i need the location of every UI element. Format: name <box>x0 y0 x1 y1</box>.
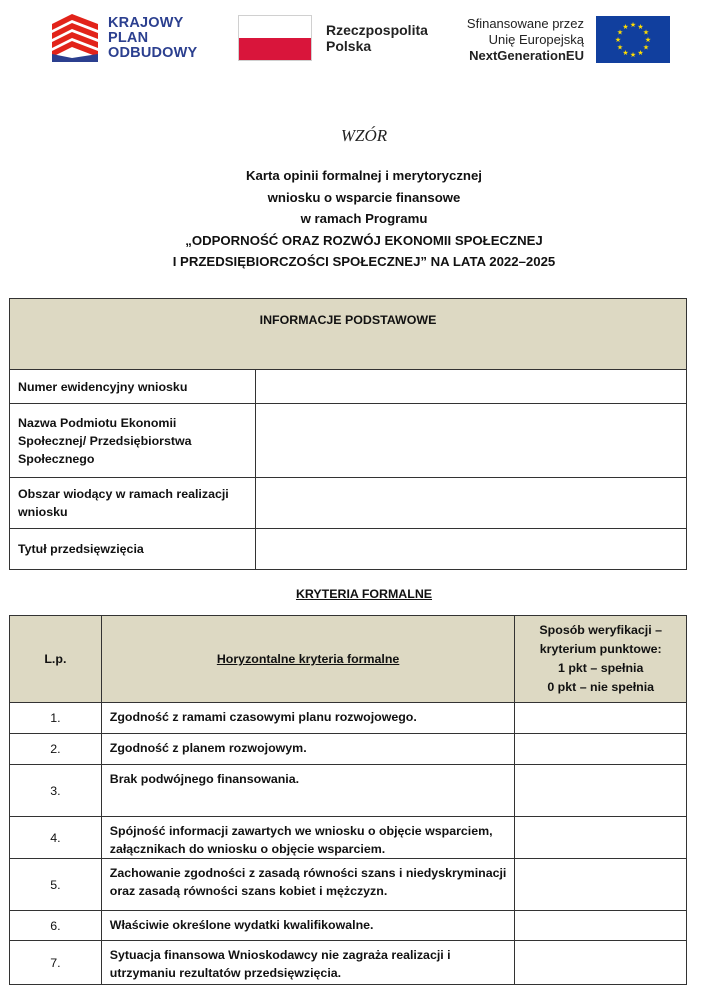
eu-star-icon: ★ <box>629 51 637 59</box>
eu-star-icon: ★ <box>644 36 652 44</box>
kpo-logo-text <box>108 16 197 61</box>
kpo-line-2: PLAN <box>108 29 149 46</box>
row-score[interactable] <box>515 859 687 911</box>
rp-logo <box>238 15 428 61</box>
eu-line-3: NextGenerationEU <box>469 48 584 63</box>
eu-star-icon: ★ <box>642 28 650 37</box>
row-criterion: Zgodność z planem rozwojowym. <box>101 734 515 765</box>
table-row <box>10 859 687 911</box>
eu-star-icon: ★ <box>629 21 637 29</box>
rp-logo-text <box>326 22 428 54</box>
kpo-line-3: ODBUDOWY <box>108 44 198 61</box>
basic-info-table <box>9 298 687 570</box>
table-row <box>10 765 687 817</box>
info-value-leading-area[interactable] <box>255 478 686 529</box>
template-label: WZÓR <box>340 126 388 145</box>
title-line-3: w ramach Programu <box>300 211 428 226</box>
info-label-application-number: Numer ewidencyjny wniosku <box>10 370 256 404</box>
col-header-method <box>515 616 687 703</box>
col-header-criteria: Horyzontalne kryteria formalne <box>101 616 515 703</box>
row-score[interactable] <box>515 703 687 734</box>
formal-criteria-title: KRYTERIA FORMALNE <box>295 587 433 601</box>
kpo-flag-icon <box>52 14 98 62</box>
table-row <box>10 734 687 765</box>
eu-line-2: Unię Europejską <box>488 32 584 47</box>
eu-star-icon: ★ <box>637 48 644 57</box>
row-criterion: Spójność informacji zawartych we wniosku o objęcie wsparciem, załącznikach do wniosku o objęcie wsparciem. <box>101 817 515 859</box>
title-line-4: „ODPORNOŚĆ ORAZ ROZWÓJ EKONOMII SPOŁECZNEJ <box>185 232 543 248</box>
info-label-entity-name: Nazwa Podmiotu Ekonomii Społecznej/ Przedsiębiorstwa Społecznego <box>10 404 256 478</box>
table-row <box>10 817 687 859</box>
col-header-lp: L.p. <box>10 616 102 703</box>
formal-criteria-table <box>9 615 687 985</box>
row-criterion: Zgodność z ramami czasowymi planu rozwojowego. <box>101 703 515 734</box>
info-label-project-title: Tytuł przedsięwzięcia <box>10 529 256 570</box>
eu-star-icon: ★ <box>642 43 650 52</box>
title-line-5: I PRZEDSIĘBIORCZOŚCI SPOŁECZNEJ” NA LATA 2022–2025 <box>172 254 556 269</box>
row-lp: 7. <box>10 941 102 985</box>
kpo-line-1: KRAJOWY <box>108 14 184 31</box>
method-line-4: 0 pkt – nie spełnia <box>547 680 655 694</box>
info-value-project-title[interactable] <box>255 529 686 570</box>
table-row <box>10 941 687 985</box>
info-value-entity-name[interactable] <box>255 404 686 478</box>
row-lp: 6. <box>10 911 102 941</box>
row-criterion: Brak podwójnego finansowania. <box>101 765 515 817</box>
method-line-3: 1 pkt – spełnia <box>558 661 644 675</box>
row-lp: 1. <box>10 703 102 734</box>
info-value-application-number[interactable] <box>255 370 686 404</box>
row-score[interactable] <box>515 765 687 817</box>
table-row <box>10 911 687 941</box>
rp-line-2: Polska <box>326 38 372 54</box>
row-lp: 2. <box>10 734 102 765</box>
info-label-leading-area: Obszar wiodący w ramach realizacji wniosku <box>10 478 256 529</box>
document-title <box>0 165 728 273</box>
basic-info-header: INFORMACJE PODSTAWOWE <box>10 299 687 370</box>
row-lp: 5. <box>10 859 102 911</box>
table-row <box>10 703 687 734</box>
eu-funding-text <box>456 16 584 64</box>
row-score[interactable] <box>515 911 687 941</box>
row-criterion: Sytuacja finansowa Wnioskodawcy nie zagraża realizacji i utrzymaniu rezultatów przedsięwzięcia. <box>101 941 515 985</box>
method-line-2: kryterium punktowe: <box>539 642 662 656</box>
eu-star-icon: ★ <box>622 48 629 57</box>
rp-line-1: Rzeczpospolita <box>326 22 428 38</box>
eu-flag-icon <box>596 16 670 63</box>
kpo-logo <box>52 14 197 62</box>
eu-line-1: Sfinansowane przez <box>466 16 584 31</box>
row-criterion: Zachowanie zgodności z zasadą równości szans i niedyskryminacji oraz zasadą równości szans kobiet i mężczyzn. <box>101 859 515 911</box>
eu-star-icon: ★ <box>637 23 644 32</box>
title-line-1: Karta opinii formalnej i merytorycznej <box>246 168 482 183</box>
row-lp: 3. <box>10 765 102 817</box>
eu-star-icon: ★ <box>616 28 624 37</box>
title-line-2: wniosku o wsparcie finansowe <box>267 189 461 205</box>
eu-star-icon: ★ <box>622 23 629 32</box>
row-score[interactable] <box>515 734 687 765</box>
logo-bar <box>0 0 728 72</box>
row-criterion: Właściwie określone wydatki kwalifikowalne. <box>101 911 515 941</box>
row-score[interactable] <box>515 817 687 859</box>
eu-star-icon: ★ <box>616 43 624 52</box>
row-score[interactable] <box>515 941 687 985</box>
method-line-1: Sposób weryfikacji – <box>539 623 662 637</box>
eu-star-icon: ★ <box>614 36 622 44</box>
polish-flag-icon <box>238 15 312 61</box>
row-lp: 4. <box>10 817 102 859</box>
